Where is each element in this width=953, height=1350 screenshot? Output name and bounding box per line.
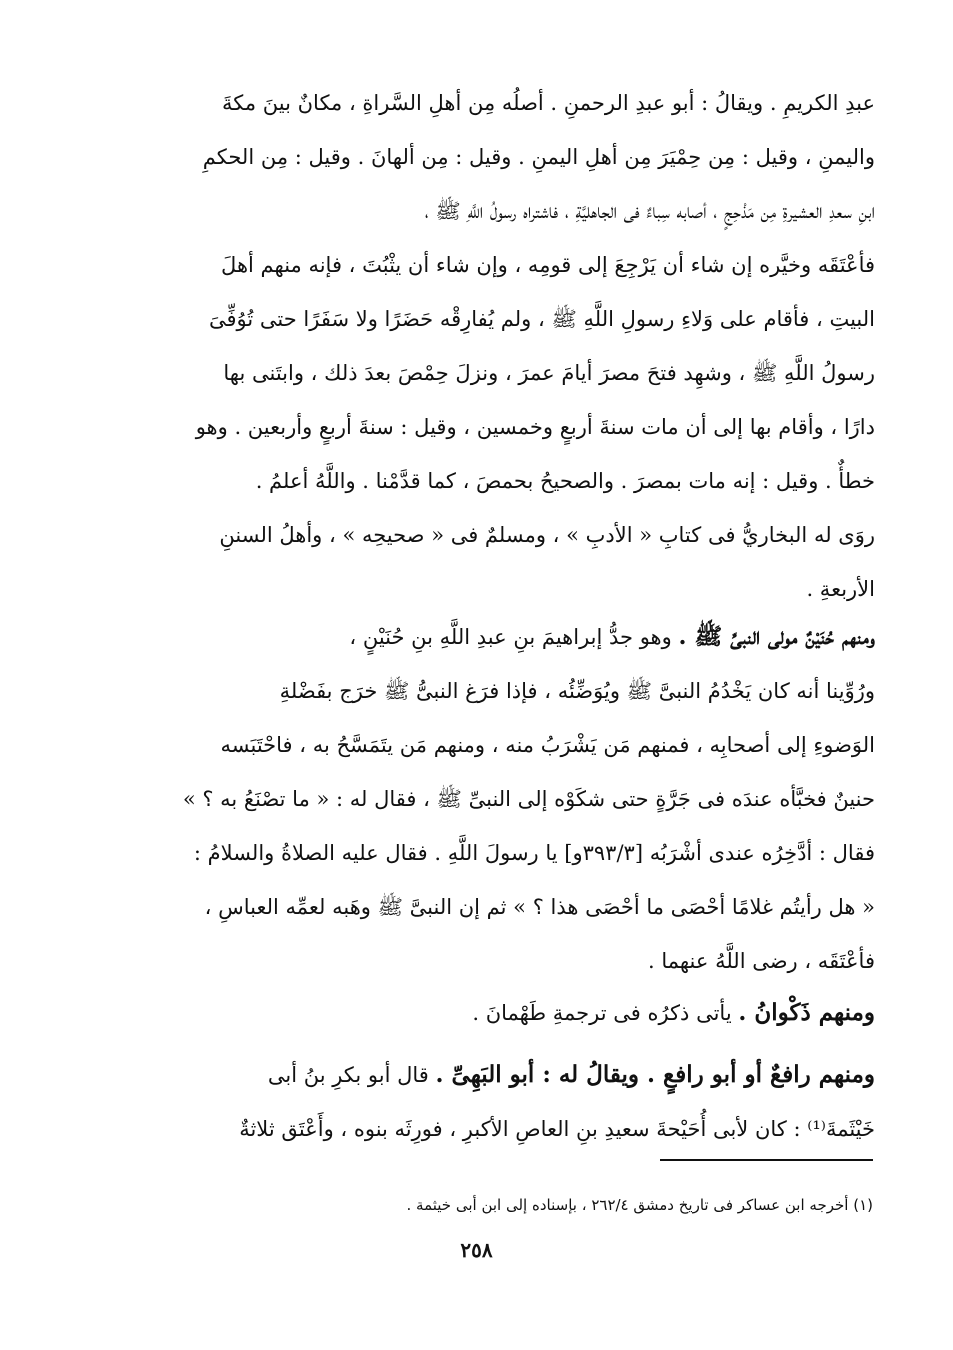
text-line: الوَضوءِ إلى أصحابِه ، فمنهم مَن يَشْرَبُ منه ، ومنهم مَن يتَمَسَّحُ به ، فاحْتَبَسه: [220, 733, 875, 757]
paragraph-hunayn: [80, 610, 875, 988]
text-line: فأعْتَقَه ، رضى اللَّهُ عنهما .: [647, 949, 875, 973]
text-line: [80, 986, 875, 1040]
text-line: حنينٌ فخبَّأه عندَه فى جَرَّةٍ حتى شكَوْه إلى النبىِّ ﷺ ، فقال له : « ما تصْنَعُ به ؟ »: [182, 787, 875, 811]
text-line: [80, 610, 875, 664]
text-line: واليمنِ ، وقيل : مِن حِمْيَرَ مِن أهلِ اليمنِ . وقيل : مِن ألهانَ . وقيل : مِن الحكمِ: [202, 145, 875, 169]
text-line: فقال : أدَّخِرُه عندى أشْرَبُه [٣٩٣/٣و] يا رسولَ اللَّهِ . فقال عليه الصلاةُ والسلامُ :: [193, 841, 875, 865]
entry-heading: ومنهم ذَكْوانُ .: [738, 999, 875, 1026]
paragraph-dhakwan: [80, 986, 875, 1040]
paragraph-1: [80, 76, 875, 616]
text-line: خطأٌ . وقيل : إنه مات بمصرَ . والصحيحُ بحمصَ ، كما قدَّمْنا . واللَّهُ أعلمُ .: [255, 469, 875, 493]
text-line: البيتِ ، فأقام على وَلاءِ رسولِ اللَّهِ ﷺ ، ولم يُفارِقْه حَضَرًا ولا سَفَرًا حتى تُوُفِّىَ: [209, 307, 875, 331]
page-number: ٢٥٨: [460, 1238, 493, 1262]
text-line: « هل رأيتُم غلامًا أحْصَى ما أحْصَى هذا ؟ » ثم إن النبىَّ ﷺ وهَبه لعمِّه العباسِ ،: [204, 895, 875, 919]
text-run: يأتى ذكرُه فى ترجمةِ طَهْمانَ .: [472, 1001, 739, 1025]
text-line: [80, 1048, 875, 1102]
text-line: فأعْتَقَه وخيَّره إن شاء أن يَرْجِعَ إلى قومِه ، وإن شاء أن يثْبُتَ ، فإنه منهم أهلَ: [221, 253, 875, 277]
text-line: الأربعةِ .: [806, 577, 875, 601]
text-run: قال أبو بكرِ بنُ أبى: [267, 1063, 436, 1087]
footnote: (١) أخرجه ابن عساكر فى تاريخ دمشق ٢٦٢/٤ ، بإسناده إلى ابن أبى خيثمة .: [406, 1196, 873, 1214]
text-line: رسولُ اللَّهِ ﷺ ، وشهِد فتحَ مصرَ أيامَ عمرَ ، ونزلَ حِمْصَ بعدَ ذلك ، وابتَنى بها: [223, 361, 875, 385]
text-line: عبدِ الكريمِ . ويقالُ : أبو عبدِ الرحمنِ . أصلُه مِن أهلِ السَّراةِ ، مكانٌ بينَ مكةَ: [222, 91, 875, 115]
text-run: وهو جدُّ إبراهيمَ بنِ عبدِ اللَّهِ بنِ حُنَيْنٍ ،: [349, 625, 679, 649]
footnote-separator: [660, 1159, 873, 1161]
paragraph-rafi: [80, 1048, 875, 1156]
text-line: دارًا ، وأقام بها إلى أن مات سنةَ أربعٍ وخمسين ، وقيل : سنةَ أربعٍ وأربعين . وهو: [195, 415, 875, 439]
entry-heading: ومنهم رافعٌ أو أبو رافعٍ . ويقالُ له : أبو البَهِىِّ .: [435, 1061, 875, 1088]
entry-heading: ومنهم حُنَيْنٌ مولى النبىِّ ﷺ .: [678, 623, 875, 650]
text-line: خَيْثَمةَ⁽¹⁾ : كان لأبى أُحَيْحةَ سعيدِ بنِ العاصِ الأكبرِ ، فورِثَه بنوه ، وأَعْتَق ثلاثةٌ: [239, 1117, 875, 1141]
text-line: روَى له البخاريُّ فى كتابِ « الأدبِ » ، ومسلمٌ فى « صحيحِه » ، وأهلُ السننِ: [219, 523, 875, 547]
text-line: ورُوِّينا أنه كان يَخْدُمُ النبىَّ ﷺ ويُوَضِّئُه ، فإذا فرَغ النبىُّ ﷺ خرَج بفَضْلةِ: [279, 679, 875, 703]
text-line: ابنِ سعدِ العشيرةِ مِن مَذْحِجٍ ، أصابه سِباءٌ فى الجاهليَّةِ ، فاشتراه رسولُ اللَّهِ ﷺ ،: [424, 199, 875, 223]
